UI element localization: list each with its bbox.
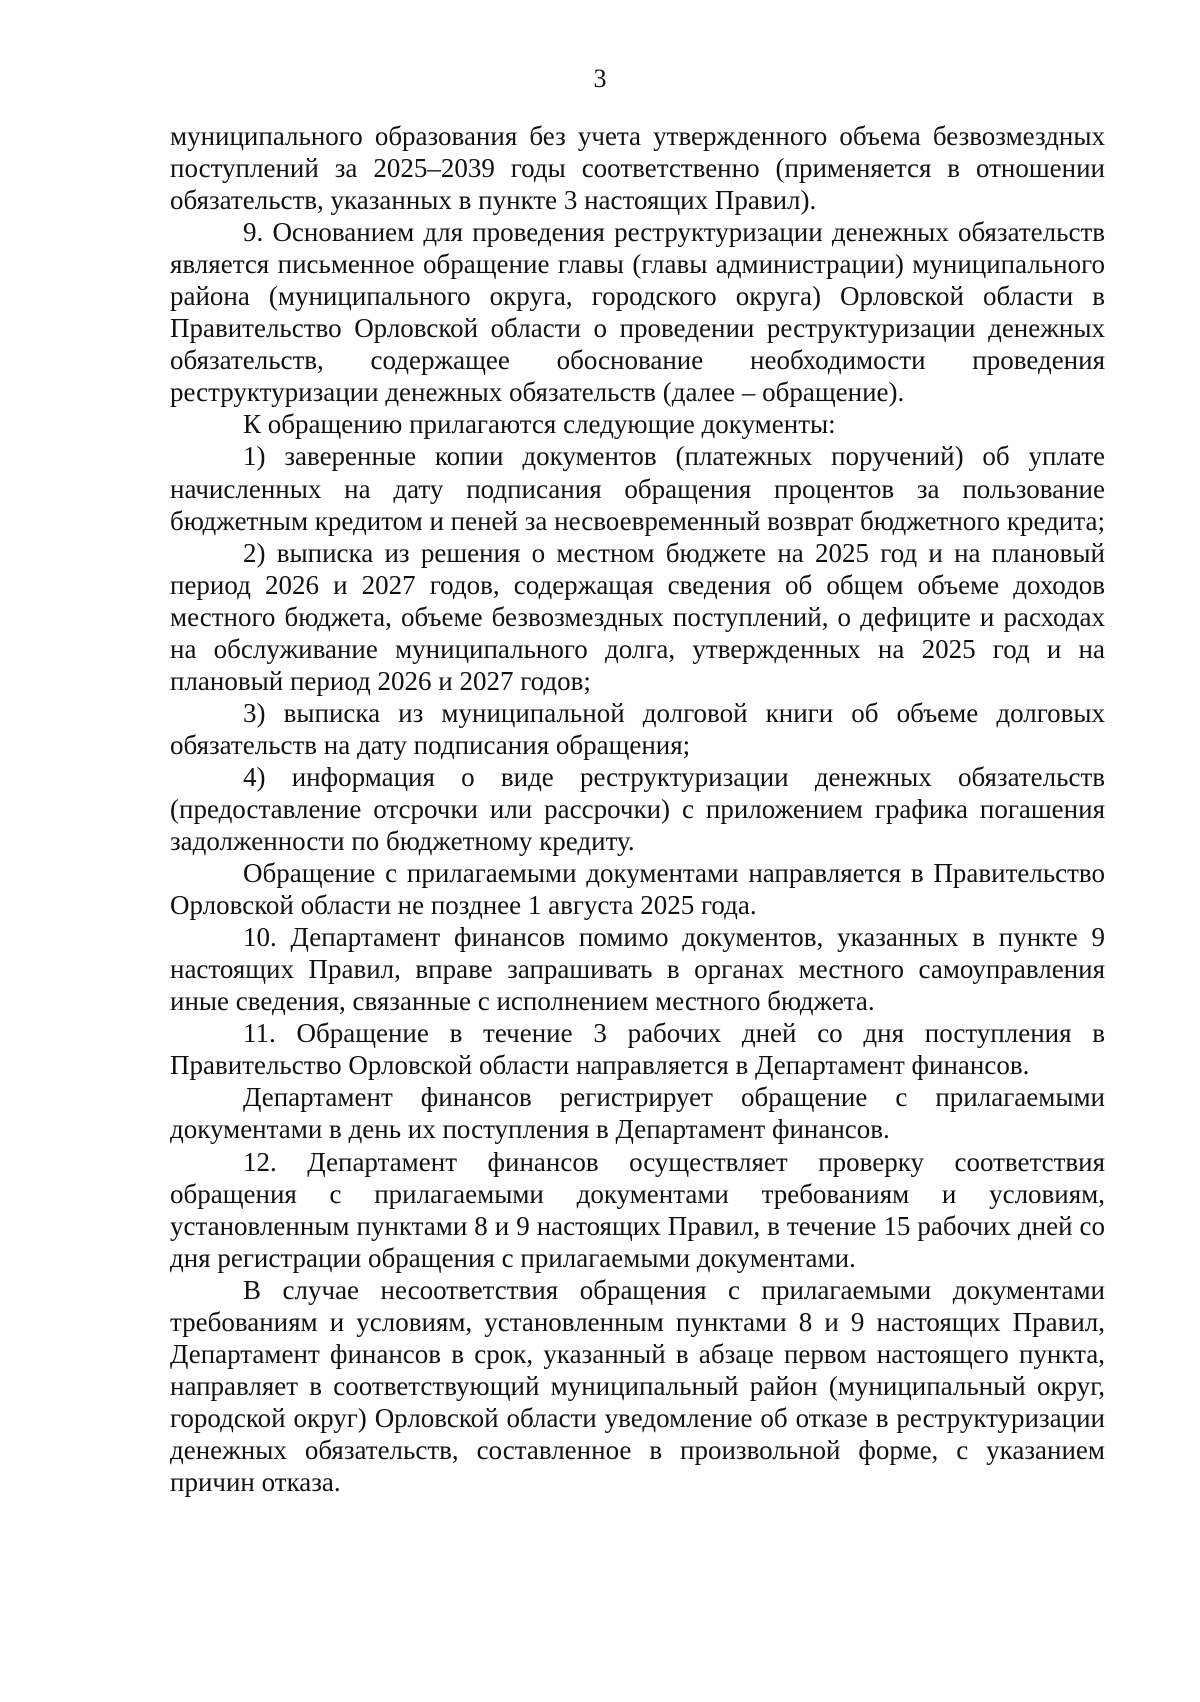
list-item-2: 2) выписка из решения о местном бюджете на 2025 год и на плановый период 2026 и 2027 годов, содержащая сведения об общем объеме доходов местного бюджета, объеме безвозмездных поступлений, о дефиците и расходах на обслуживание муниципального долга, утвержденных на 2025 год и на плановый период 2026 и 2027 годов; bbox=[170, 537, 1105, 696]
paragraph-documents-intro: К обращению прилагаются следующие документы: bbox=[243, 409, 836, 440]
list-item-1: 1) заверенные копии документов (платежных поручений) об уплате начисленных на дату подписания обращения процентов за пользование бюджетным кредитом и пеней за несвоевременный возврат бюджетного кредита; bbox=[170, 441, 1105, 536]
paragraph-submission-deadline: Обращение с прилагаемыми документами направляется в Правительство Орловской области не позднее 1 августа 2025 года. bbox=[170, 858, 1105, 921]
paragraph-item-11: 11. Обращение в течение 3 рабочих дней со дня поступления в Правительство Орловской области направляется в Департамент финансов. bbox=[170, 1018, 1105, 1081]
paragraph-refusal-notice: В случае несоответствия обращения с прилагаемыми документами требованиям и условиям, установленным пунктами 8 и 9 настоящих Правил, Департамент финансов в срок, указанный в абзаце первом настоящего пункта, направляет в соответствующий муниципальный район (муниципальный округ, городской округ) Орловской области уведомление об отказе в реструктуризации денежных обязательств, составленное в произвольной форме, с указанием причин отказа. bbox=[170, 1274, 1105, 1497]
list-item-4: 4) информация о виде реструктуризации денежных обязательств (предоставление отсрочки или рассрочки) с приложением графика погашения задолженности по бюджетному кредиту. bbox=[170, 761, 1105, 857]
document-body bbox=[170, 120, 1105, 1498]
list-item-3: 3) выписка из муниципальной долговой книги об объеме долговых обязательств на дату подписания обращения; bbox=[170, 697, 1105, 760]
paragraph-item-9: 9. Основанием для проведения реструктуризации денежных обязательств является письменное обращение главы (главы администрации) муниципального района (муниципального округа, городского округа) Орловской области в Правительство Орловской области о проведении реструктуризации денежных обязательств, содержащее обоснование необходимости проведения реструктуризации денежных обязательств (далее – обращение). bbox=[170, 217, 1105, 408]
paragraph-registration: Департамент финансов регистрирует обращение с прилагаемыми документами в день их поступления в Департамент финансов. bbox=[170, 1082, 1105, 1145]
paragraph-item-12: 12. Департамент финансов осуществляет проверку соответствия обращения с прилагаемыми документами требованиям и условиям, установленным пунктами 8 и 9 настоящих Правил, в течение 15 рабочих дней со дня регистрации обращения с прилагаемыми документами. bbox=[170, 1146, 1105, 1273]
page-number: 3 bbox=[593, 64, 607, 93]
paragraph-continuation: муниципального образования без учета утвержденного объема безвозмездных поступлений за 2025–2039 годы соответственно (применяется в отношении обязательств, указанных в пункте 3 настоящих Правил). bbox=[170, 121, 1105, 216]
paragraph-item-10: 10. Департамент финансов помимо документов, указанных в пункте 9 настоящих Правил, вправе запрашивать в органах местного самоуправления иные сведения, связанные с исполнением местного бюджета. bbox=[170, 922, 1105, 1017]
